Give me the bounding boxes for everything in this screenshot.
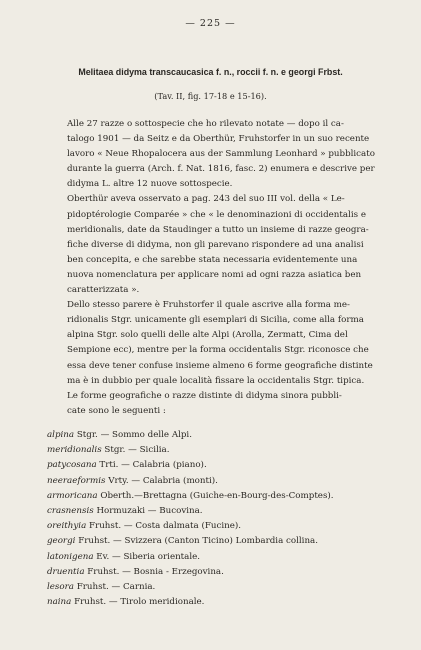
form-description: Stgr. — Sommo delle Alpi. <box>74 430 192 440</box>
page-number: — 225 — <box>185 18 236 29</box>
form-name: neeraeformis <box>47 475 106 486</box>
text-line: lavoro « Neue Rhopalocera aus der Sammlung Leonhard » pubblicato <box>67 149 375 160</box>
form-description: Oberth.—Brettagna (Guiche-en-Bourg-des-Comptes). <box>97 490 334 501</box>
form-description: Stgr. — Sicilia. <box>101 445 170 456</box>
list-item <box>47 595 387 610</box>
list-item <box>47 565 387 580</box>
text-line: essa deve tener confuse insieme almeno 6 forme geografiche distinte <box>67 360 373 371</box>
text-line: Le forme geografiche o razze distinte di didyma sinora pubbli- <box>67 390 342 401</box>
form-name: georgi <box>47 536 76 547</box>
form-name: oreithyia <box>47 521 87 532</box>
form-description: Hormuzaki — Bucovina. <box>93 506 203 517</box>
form-description: Fruhst. — Carnia. <box>73 582 156 593</box>
form-name: alpina <box>47 430 75 440</box>
text-line: caratterizzata ». <box>67 285 140 296</box>
text-line: ben concepita, e che sarebbe stata necessaria evidentemente una <box>67 254 358 265</box>
list-item <box>47 489 387 504</box>
list-item <box>47 519 387 534</box>
list-item <box>47 428 387 443</box>
list-item <box>47 443 387 458</box>
list-item <box>47 504 387 519</box>
text-line: meridionalis, date da Staudinger a tutto un insieme di razze geogra- <box>67 224 369 235</box>
form-name: patycosana <box>47 460 97 471</box>
form-description: Trti. — Calabria (piano). <box>96 460 207 471</box>
form-description: Fruhst. — Costa dalmata (Fucine). <box>86 521 241 532</box>
paragraph-3 <box>47 298 375 389</box>
form-description: Ev. — Siberia orientale. <box>93 551 201 562</box>
form-name: druentia <box>47 566 85 577</box>
paragraph-4 <box>47 389 375 419</box>
text-line: durante la guerra (Arch. f. Nat. 1816, fasc. 2) enumera e descrive per <box>67 164 375 175</box>
list-item <box>47 474 387 489</box>
text-line: Dello stesso parere è Fruhstorfer il quale ascrive alla forma me- <box>67 300 350 311</box>
text-line: talogo 1901 — da Seitz e da Oberthür, Fruhstorfer in un suo recente <box>67 134 370 145</box>
form-description: Fruhst. — Svizzera (Canton Ticino) Lombardia collina. <box>75 536 318 547</box>
text-line: ma è in dubbio per quale località fissare la occidentalis Stgr. tipica. <box>67 375 365 386</box>
paragraph-2 <box>47 192 375 298</box>
list-item <box>47 580 387 595</box>
text-line: fiche diverse di didyma, non gli parevano rispondere ad una analisi <box>67 239 364 250</box>
forms-list <box>47 428 387 610</box>
text-line: pidoptérologie Comparée » che « le denominazioni di occidentalis e <box>67 209 366 220</box>
text-line: Oberthür aveva osservato a pag. 243 del suo III vol. della « Le- <box>67 194 345 205</box>
text-line: ridionalis Stgr. unicamente gli esemplari di Sicilia, come alla forma <box>67 315 364 326</box>
text-line: alpina Stgr. solo quelli delle alte Alpi (Arolla, Zermatt, Cima del <box>67 330 348 341</box>
plate-reference: (Tav. II, fig. 17-18 e 15-16). <box>154 91 267 101</box>
list-item <box>47 458 387 473</box>
form-description: Vrty. — Calabria (monti). <box>105 475 218 486</box>
form-name: crasnensis <box>47 506 94 517</box>
paragraph-1 <box>47 117 375 192</box>
text-line: Alle 27 razze o sottospecie che ho rilevato notate — dopo il ca- <box>67 119 344 129</box>
text-line: Sempione ecc), mentre per la forma occidentalis Stgr. riconosce che <box>67 345 369 356</box>
text-line: cate sono le seguenti : <box>67 405 166 416</box>
list-item <box>47 534 387 549</box>
article-title: Melitaea didyma transcaucasica f. n., roccii f. n. e georgi Frbst. <box>78 67 343 77</box>
form-name: armoricana <box>47 490 98 501</box>
body-text <box>47 117 375 419</box>
form-name: meridionalis <box>47 445 102 456</box>
form-name: naina <box>47 597 72 608</box>
form-description: Fruhst. — Tirolo meridionale. <box>71 597 205 608</box>
form-description: Fruhst. — Bosnia - Erzegovina. <box>84 566 224 577</box>
list-item <box>47 550 387 565</box>
form-name: latonigena <box>47 551 94 562</box>
form-name: lesora <box>47 582 74 593</box>
text-line: nuova nomenclatura per applicare nomi ad ogni razza asiatica ben <box>67 269 362 280</box>
text-line: didyma L. altre 12 nuove sottospecie. <box>67 179 233 190</box>
